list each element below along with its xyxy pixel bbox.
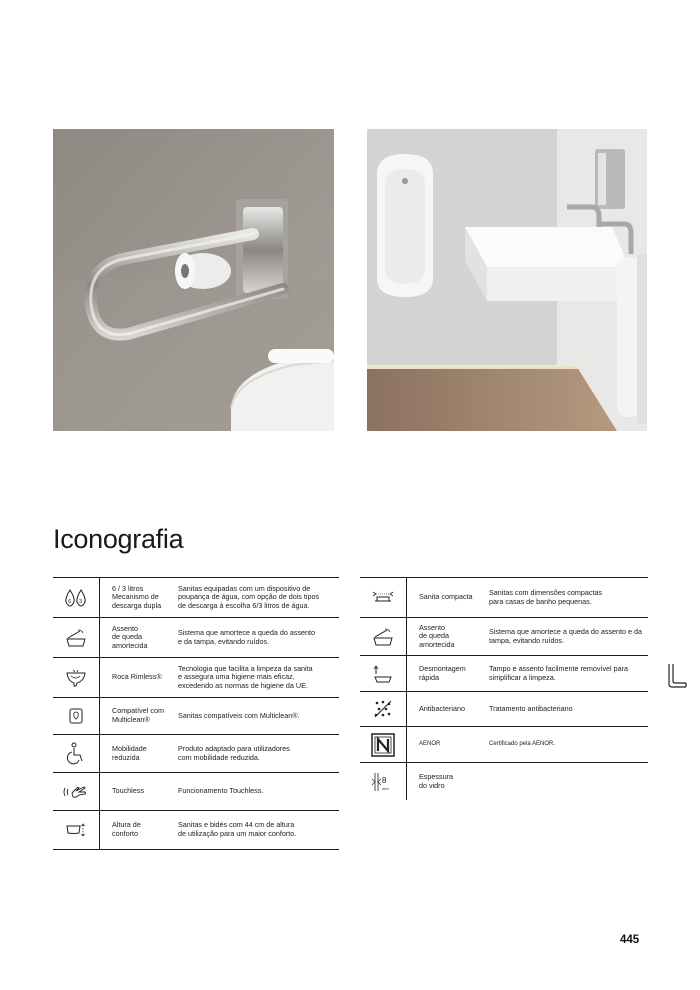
legend-desc: Funcionamento Touchless. xyxy=(178,786,264,796)
grab-bar-photo xyxy=(53,129,334,431)
urinal-washbasin-photo xyxy=(367,129,647,431)
legend-row-quick-release xyxy=(360,655,648,691)
legend-name: Roca Rimless® xyxy=(99,658,178,697)
quick-release-icon xyxy=(360,664,406,684)
legend-name: Espessura do vidro xyxy=(406,763,489,800)
legend-name: Touchless xyxy=(99,773,178,810)
legend-name: Altura de conforto xyxy=(99,811,178,849)
legend-name: Desmontagem rápida xyxy=(406,656,489,691)
legend-row-comfort-height xyxy=(53,810,339,850)
legend-desc: Sistema que amortece a queda do assento e da tampa, evitando ruídos. xyxy=(489,626,643,645)
glass-thickness-icon xyxy=(360,771,406,793)
legend-row-glass-thickness xyxy=(360,762,648,800)
legend-desc: Sanitas com dimensões compactas para casas de banho pequenas. xyxy=(489,587,603,606)
legend-desc: Produto adaptado para utilizadores com mobilidade reduzida. xyxy=(178,743,290,762)
page-title: Iconografia xyxy=(53,524,184,554)
legend-row-dual-flush xyxy=(53,577,339,617)
legend-row-antibacterial xyxy=(360,691,648,726)
legend-name: 6 / 3 litros Mecanismo de descarga dupla xyxy=(99,578,178,617)
legend-name: Assento de queda amortecida xyxy=(406,618,489,655)
legend-name: Sanita compacta xyxy=(406,578,489,617)
touchless-hand-icon xyxy=(53,783,99,801)
legend-desc: Sanitas compatíveis com Multiclean®. xyxy=(178,710,300,720)
compact-toilet-icon xyxy=(360,588,406,608)
legend-row-rimless xyxy=(53,657,339,697)
legend-desc: Tecnologia que facilita a limpeza da sanita e assegura uma higiene mais eficaz, excedendo as normas de higiene da UE. xyxy=(178,663,313,690)
icon-legend-right xyxy=(360,577,648,800)
legend-row-touchless xyxy=(53,772,339,810)
legend-row-multiclean xyxy=(53,697,339,734)
legend-desc: Tampo e assento facilmente removível para simplificar a limpeza. xyxy=(489,663,629,682)
comfort-height-icon xyxy=(53,821,99,839)
aenor-logo-icon xyxy=(360,733,406,757)
legend-name: Assento de queda amortecida xyxy=(99,618,178,657)
legend-row-mobility xyxy=(53,734,339,772)
page-number: 445 xyxy=(620,934,640,946)
legend-desc: Sanitas e bidés com 44 cm de altura de utilização para um maior conforto. xyxy=(178,820,297,838)
soft-close-seat-icon xyxy=(53,628,99,648)
wheelchair-icon xyxy=(53,742,99,766)
legend-name: Mobilidade reduzida xyxy=(99,735,178,772)
antibacterial-icon xyxy=(360,699,406,719)
legend-row-soft-close xyxy=(360,617,648,655)
legend-name: Antibacteriano xyxy=(406,692,489,726)
dual-flush-drops-icon xyxy=(53,588,99,608)
multiclean-icon xyxy=(53,706,99,726)
legend-row-aenor xyxy=(360,726,648,762)
legend-desc: Certificado pela AENOR. xyxy=(489,741,556,748)
legend-row-soft-close xyxy=(53,617,339,657)
legend-desc: Sanitas equipadas com um dispositivo de poupança de água, com opção de dois tipos de descarga à escolha 6/3 litros de água. xyxy=(178,583,320,610)
legend-row-compact xyxy=(360,577,648,617)
icon-legend-left xyxy=(53,577,339,850)
svg-text:3: 3 xyxy=(79,598,82,605)
svg-text:6: 6 xyxy=(68,598,71,605)
legend-name: AENOR xyxy=(406,727,489,762)
soft-close-seat-icon xyxy=(360,627,406,647)
glass-thickness-value: 8 xyxy=(382,775,387,785)
legend-desc: Tratamento antibacteriano xyxy=(489,703,573,713)
glass-thickness-unit: mm xyxy=(382,785,389,791)
legend-name: Compatível com Multiclean® xyxy=(99,698,178,734)
grab-bar-icon xyxy=(666,662,690,695)
legend-desc: Sistema que amortece a queda do assento e da tampa, evitando ruídos. xyxy=(178,627,316,646)
rimless-bowl-icon xyxy=(53,668,99,688)
